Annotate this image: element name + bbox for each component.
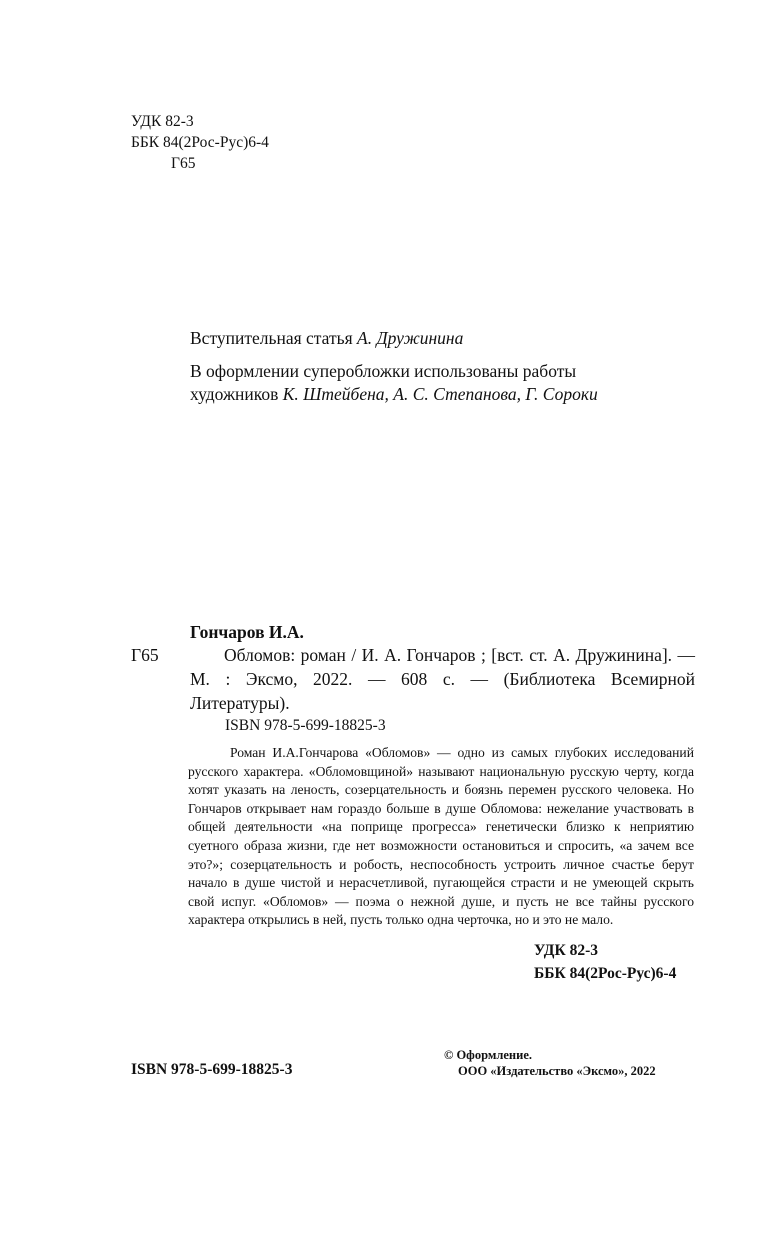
- catalog-isbn: ISBN 978-5-699-18825-3: [225, 717, 386, 734]
- author-mark-top: Г65: [171, 155, 196, 172]
- intro-credit: [190, 326, 463, 350]
- copyright-line2: ООО «Издательство «Эксмо», 2022: [458, 1064, 656, 1078]
- catalog-description: Обломов: роман / И. А. Гончаров ; [вст. ст. А. Дружинина]. — М. : Эксмо, 2022. — 608 с. — (Библиотека Всемирной Литературы).: [190, 645, 695, 713]
- catalog-annotation-block: [188, 744, 694, 930]
- intro-credit-author: А. Дружинина: [357, 328, 464, 348]
- catalog-udk: УДК 82-3: [534, 942, 598, 959]
- catalog-bbk: ББК 84(2Рос-Рус)6-4: [534, 965, 677, 982]
- intro-credit-prefix: Вступительная статья: [190, 328, 358, 348]
- bbk-code-top: ББК 84(2Рос-Рус)6-4: [131, 134, 269, 151]
- catalog-description-block: [190, 643, 695, 715]
- cover-credit-artists: К. Штейбена, А. С. Степанова, Г. Сороки: [282, 384, 598, 404]
- catalog-author-heading: Гончаров И.А.: [190, 622, 304, 642]
- udk-code-top: УДК 82-3: [131, 113, 194, 130]
- catalog-author-mark: Г65: [131, 645, 159, 665]
- cover-credit-line2: [190, 382, 598, 406]
- catalog-annotation: Роман И.А.Гончарова «Обломов» — одно из самых глубоких исследований русского характера. «Обломовщиной» называют национальную русскую черту, когда хотят указать на леность, созерцательность и боязнь перемен русского человека. Но Гончаров открывает нам гораздо больше в душе Обломова: нежелание участвовать в общей деятельности «на поприще прогресса» генетически близко к неприятию суетного образа жизни, где нет возможности остановиться и спросить, «а зачем все это?»; созерцательность и робость, неспособность устроить личное счастье берут начало в душе чистой и нерасчетливой, пугающейся страсти и не умеющей скрыть свой испуг. «Обломов» — поэма о нежной душе, и пусть не все тайны русского характера открылись в ней, пусть только одна черточка, но и это не мало.: [188, 745, 694, 928]
- cover-credit-prefix: художников: [190, 384, 283, 404]
- cover-credit-line1: В оформлении суперобложки использованы работы: [190, 361, 577, 381]
- footer-isbn: ISBN 978-5-699-18825-3: [131, 1061, 293, 1078]
- copyright-line1: © Оформление.: [444, 1048, 533, 1062]
